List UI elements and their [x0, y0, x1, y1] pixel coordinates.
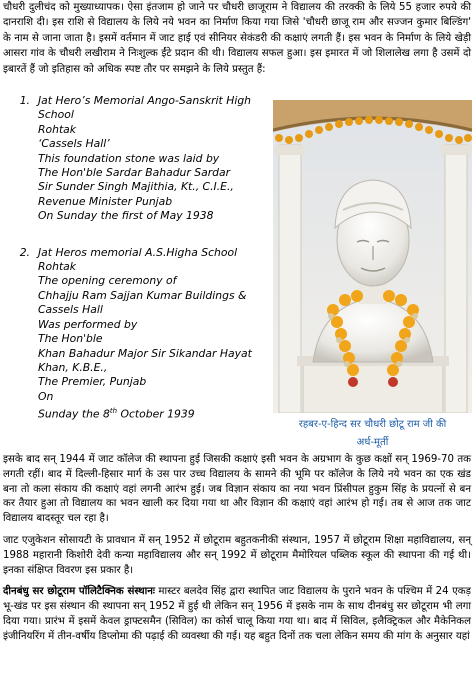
date-suffix: October 1939 [117, 407, 195, 421]
inscription-line: School [38, 108, 74, 122]
inscription-line: Revenue Minister Punjab [38, 194, 173, 208]
section-heading: दीनबंधु सर छोटूराम पॉलिटैक्निक संस्थानः [3, 586, 155, 598]
inscription-line: Khan, K.B.E., [38, 360, 108, 374]
body-paragraph: इसके बाद सन् 1944 में जाट कॉलेज की स्थापना हुई जिसकी कक्षाएं इसी भवन के अग्रभाग के कुछ कक्षों सन् 1969-70 तक लगती रहीं। बाद में दिल्ली-हिसार मार्ग के उस पार उच्च विद्यालय के सामने की भूमि पर कॉलेज के लिये नये भवन का एक खंड बना तो कला संकाय की कक्षाएं वहां लगनी आरंभ हुई। जब विज्ञान संकाय का नया भवन प्रिंसीपल हुकुम सिंह के प्रयत्नों से बन कर तैयार हुआ तो विद्यालय का भवन खाली कर दिया गया था और विज्ञान की कक्षाएं वहां आरंभ हो गई। तब से आज तक जाट विद्यालय बादस्तूर चल रहा है। [3, 454, 471, 525]
inscription-line: Khan Bahadur Major Sir Sikandar Hayat [38, 346, 252, 360]
inscription-item-1 [8, 94, 273, 224]
body-paragraph: जाट एजुकेशन सोसायटी के प्रावधान में सन् 1952 में छोटूराम बहुतकनीकी संस्थान, 1957 में छोटूराम शिक्षा महाविद्यालय, सन् 1988 महारानी किशोरी देवी कन्या महाविद्यालय और सन् 1992 में छोटूराम मैमोरियल पब्लिक स्कूल की स्थापना की गई थी। इनका संक्षिप्त विवरण इस प्रकार है। [3, 534, 471, 576]
inscription-line: This foundation stone was laid by [38, 151, 220, 165]
date-ordinal: th [109, 407, 118, 416]
inscription-line: The opening ceremony of [38, 274, 177, 288]
inscription-line: Cassels Hall [38, 303, 103, 317]
caption-line: अर्ध-मूर्ती [356, 437, 389, 448]
date-prefix: Sunday the 8 [38, 407, 110, 421]
statue-illustration [273, 100, 472, 413]
inscription-line: Jat Hero’s Memorial Ango-Sanskrit High [38, 94, 252, 107]
inscription-text [38, 94, 251, 224]
inscription-line: Jat Heros memorial A.S.Higha School [38, 245, 238, 259]
photo-caption [273, 416, 472, 452]
inscription-line: On [38, 389, 54, 403]
inscription-line: The Hon'ble [38, 332, 103, 346]
body-text [3, 453, 471, 652]
intro-text [3, 0, 471, 77]
inscription-number: 1. [19, 94, 30, 107]
inscription-item-2 [8, 246, 273, 422]
section-text: मास्टर बलदेव सिंह द्वारा स्थापित जाट विद्यालय के पुराने भवन के पश्चिम में 24 एकड़ भू-खंड पर इस संस्थान की स्थापना सन् 1952 में हुई थी लेकिन सन् 1956 में इसके नाम के साथ दीनबंधु सर छोटूराम भी लगा दिया गया। प्रारंभ में इसमें केवल ड्राफ्टसमैन (सिविल) का कोर्स चालू किया गया था। बाद में सिविल, इलैक्ट्रिकल और मैकेनिकल इंजीनियरिंग में तीन-वर्षीय डिप्लोमा की पढ़ाई की व्यवस्था की गई। यह बहुत दिनों तक चला लेकिन समय की मांग के अनुसार यहां [3, 586, 471, 642]
inscription-line: On Sunday the first of May 1938 [38, 209, 214, 223]
inscription-number: 2. [19, 245, 30, 259]
inscription-line: ‘Cassels Hall’ [38, 137, 110, 151]
inscription-line: Rohtak [38, 122, 77, 136]
inscription-line: Chhajju Ram Sajjan Kumar Buildings & [38, 288, 247, 302]
inscription-text [38, 246, 252, 422]
bust-statue-photo [273, 100, 472, 413]
intro-paragraph: चौधरी दुलीचंद को मुख्याध्यापक। ऐसा इंतजाम हो जाने पर चौधरी छाजूराम ने विद्यालय की तरक्की के लिये 55 हजार रुपये की दानराशि दी। इस राशि से विद्यालय के लिये नये भवन का निर्माण किया गया जिसे 'चौधरी छाजू राम और सज्जन कुमार बिल्डिंग' के नाम से जाना जाता है। इसमें वर्तमान में जाट हाई एवं सीनियर सेकंडरी की कक्षाएं लगती हैं। इस भवन के निर्माण के लिये खेड़ी आसरा गांव के चौधरी लखीराम ने निःशुल्क ईंटे प्रदान की थी। विद्यालय सफल हुआ। इस इमारत में जो शिलालेख लगा है उसमें दो इबारतें हैं जो इतिहास को अधिक स्पष्ट तौर पर समझने के लिये प्रस्तुत हैं: [3, 2, 471, 75]
inscription-line: The Premier, Punjab [38, 375, 147, 389]
body-paragraph [3, 585, 471, 644]
caption-line: रहबर-ए-हिन्द सर चौधरी छोटू राम जी की [298, 419, 447, 430]
inscription-line: Sir Sunder Singh Majithia, Kt., C.I.E., [38, 180, 234, 194]
inscription-line: Rohtak [38, 260, 77, 274]
inscription-line-date [38, 404, 252, 422]
inscription-line: Was performed by [38, 317, 138, 331]
inscription-line: The Hon'ble Sardar Bahadur Sardar [38, 166, 231, 180]
inscription-list [8, 94, 273, 444]
